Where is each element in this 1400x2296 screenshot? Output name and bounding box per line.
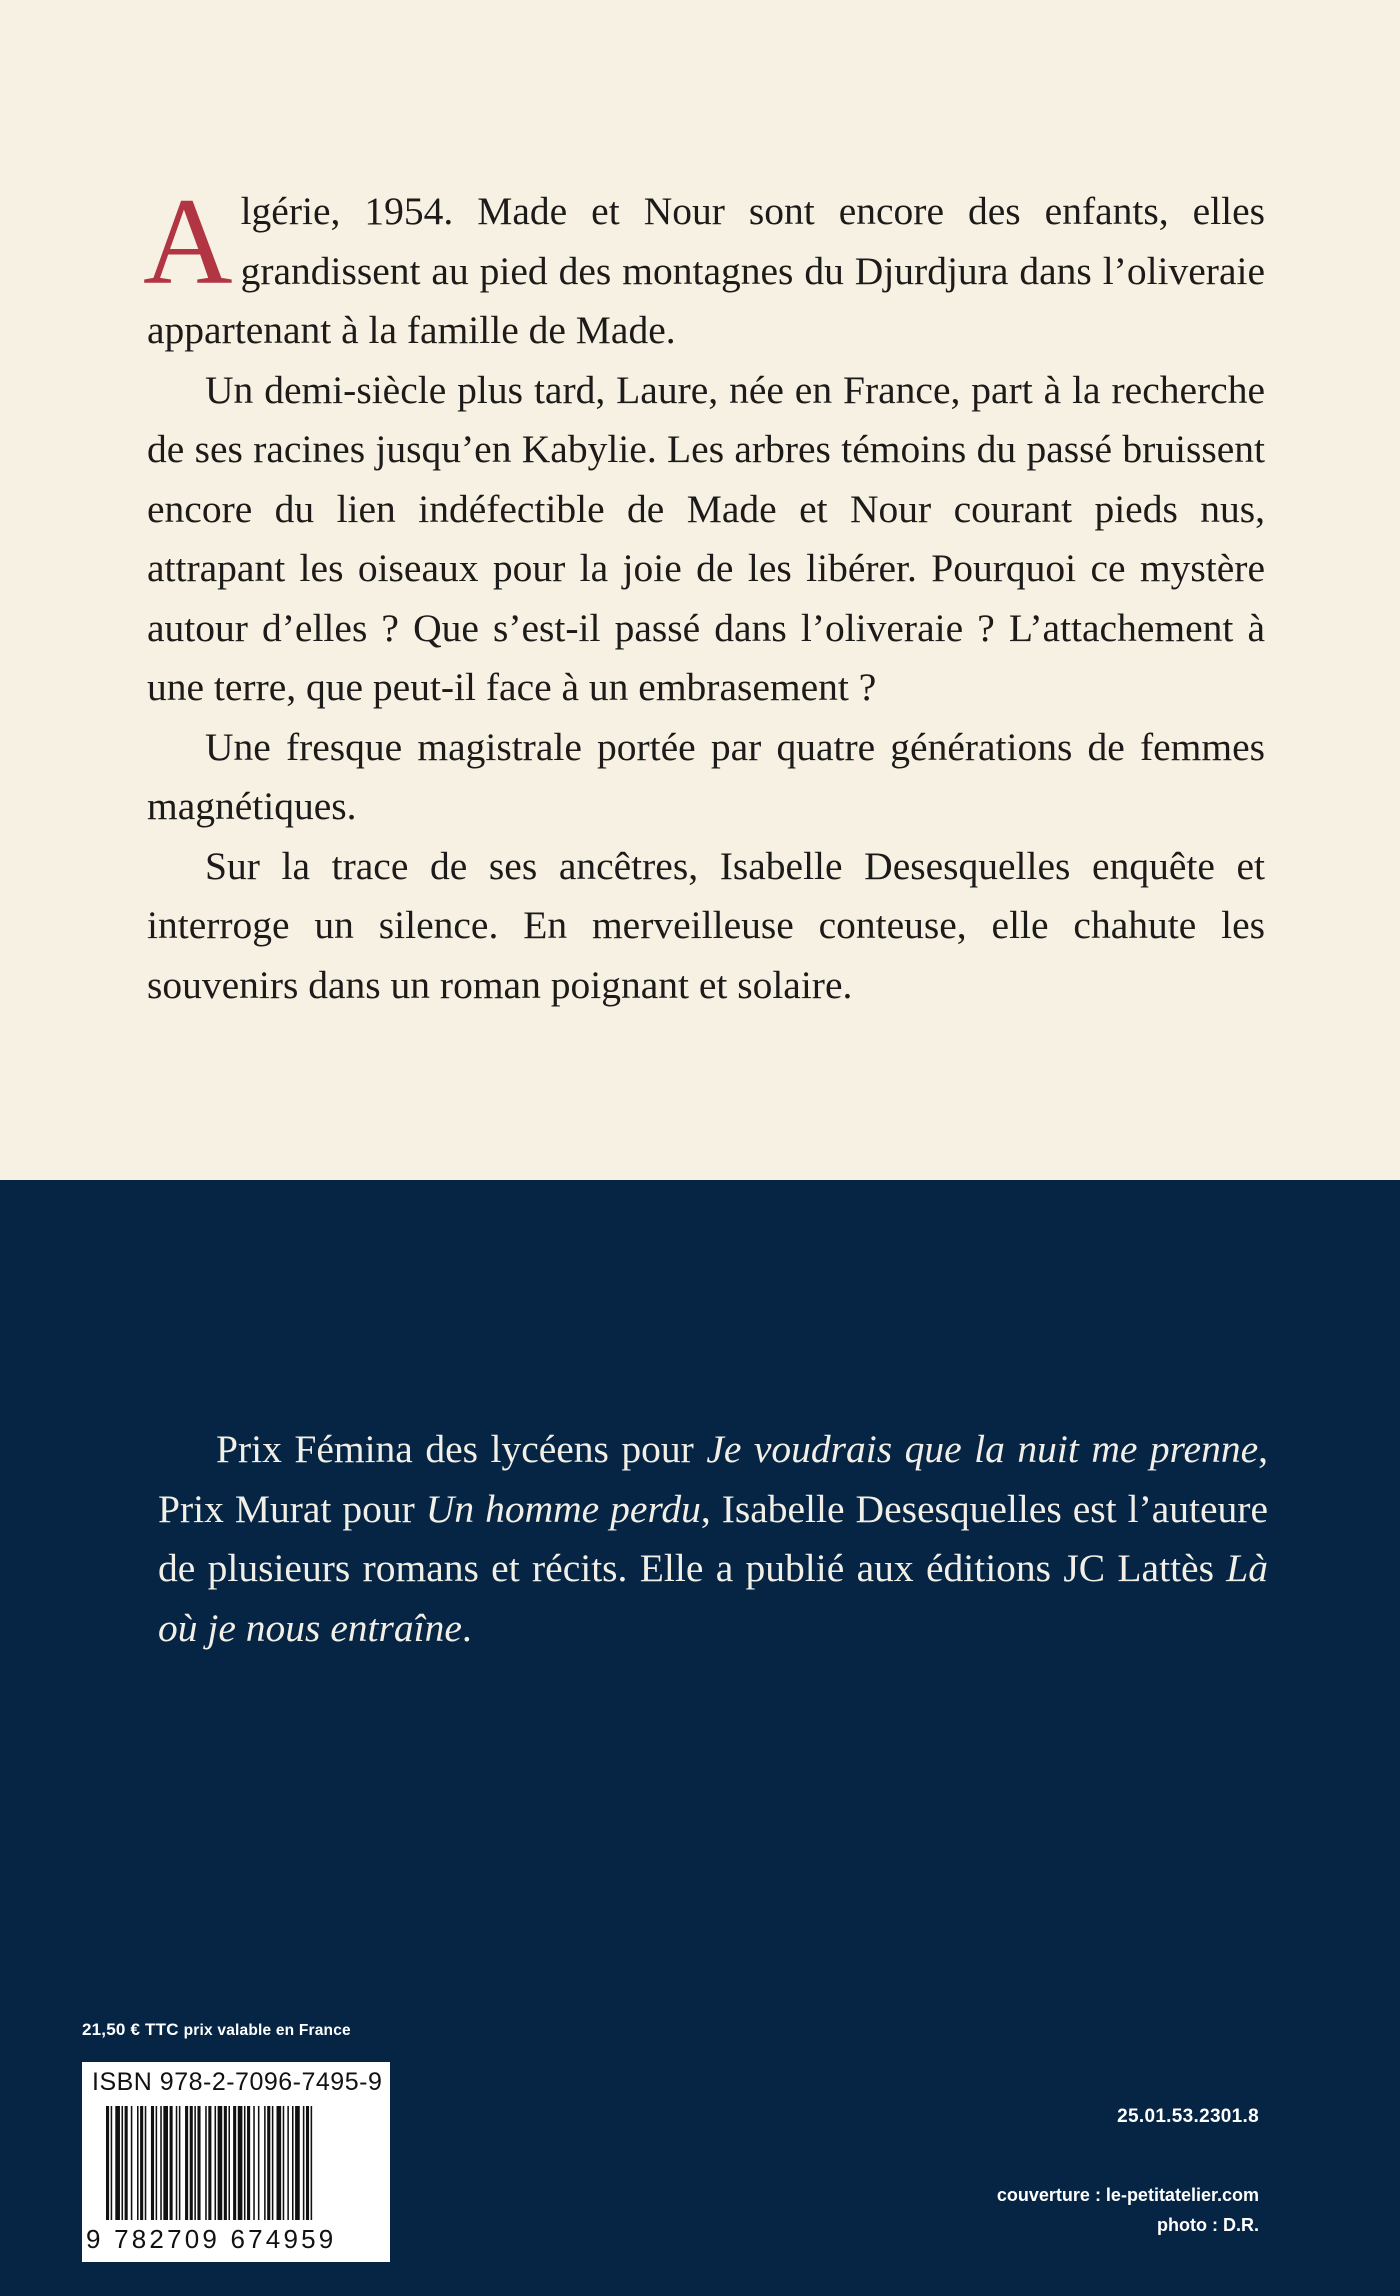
price-note: prix valable en France xyxy=(183,2022,351,2039)
author-panel xyxy=(0,1180,1400,2296)
barcode xyxy=(82,2062,390,2262)
book-title: Là où je nous entraîne xyxy=(158,1546,1268,1650)
synopsis xyxy=(143,173,1265,1015)
bio-text: Prix Fémina des lycéens pour xyxy=(216,1427,707,1471)
book-title: Un homme perdu xyxy=(425,1486,701,1531)
synopsis-paragraph-1 xyxy=(143,173,1265,361)
cover-credit: couverture : le-petitatelier.com xyxy=(996,2185,1259,2205)
credits xyxy=(997,2180,1259,2240)
bio-text: . xyxy=(461,1605,472,1650)
ean-number: 9 782709 674959 xyxy=(86,2224,337,2254)
barcode-bars xyxy=(106,2106,366,2220)
synopsis-paragraph-2: Un demi-siècle plus tard, Laure, née en France, part à la recherche de ses racines jusqu’en Kabylie. Les arbres témoins du passé bruissent encore du lien indéfectible de Made et Nour courant pieds nus, attrapant les oiseaux pour la joie de les libérer. Pourquoi ce mystère autour d’elles ? Que s’est-il passé dans l’oliveraie ? L’attachement à une terre, que peut-il face à un embrasement ? xyxy=(147,367,1265,709)
isbn-label: ISBN 978-2-7096-7495-9 xyxy=(92,2068,383,2096)
synopsis-paragraph-4: Sur la trace de ses ancêtres, Isabelle Desesquelles enquête et interroge un silence. En merveilleuse conteuse, elle chahute les souvenirs dans un roman poignant et solaire. xyxy=(147,843,1265,1007)
synopsis-paragraph-1-text: lgérie, 1954. Made et Nour sont encore des enfants, elles grandissent au pied des montagnes du Djurdjura dans l’oliveraie appartenant à la famille de Made. xyxy=(147,189,1265,352)
bio-text: , Prix Murat pour xyxy=(158,1427,1268,1531)
bio-text: , Isabelle Desesquelles est l’auteure de plusieurs romans et récits. Elle a publié aux éditions JC Lattès xyxy=(158,1486,1268,1590)
product-code: 25.01.53.2301.8 xyxy=(1117,2106,1259,2127)
price-line xyxy=(82,2020,351,2040)
author-bio xyxy=(158,1420,1268,1658)
synopsis-paragraph-3: Une fresque magistrale portée par quatre générations de femmes magnétiques. xyxy=(147,724,1265,828)
photo-credit: photo : D.R. xyxy=(1157,2215,1259,2235)
price-amount: 21,50 € TTC xyxy=(82,2020,179,2039)
drop-cap: A xyxy=(143,173,233,310)
book-title: Je voudrais que la nuit me prenne xyxy=(706,1427,1259,1471)
